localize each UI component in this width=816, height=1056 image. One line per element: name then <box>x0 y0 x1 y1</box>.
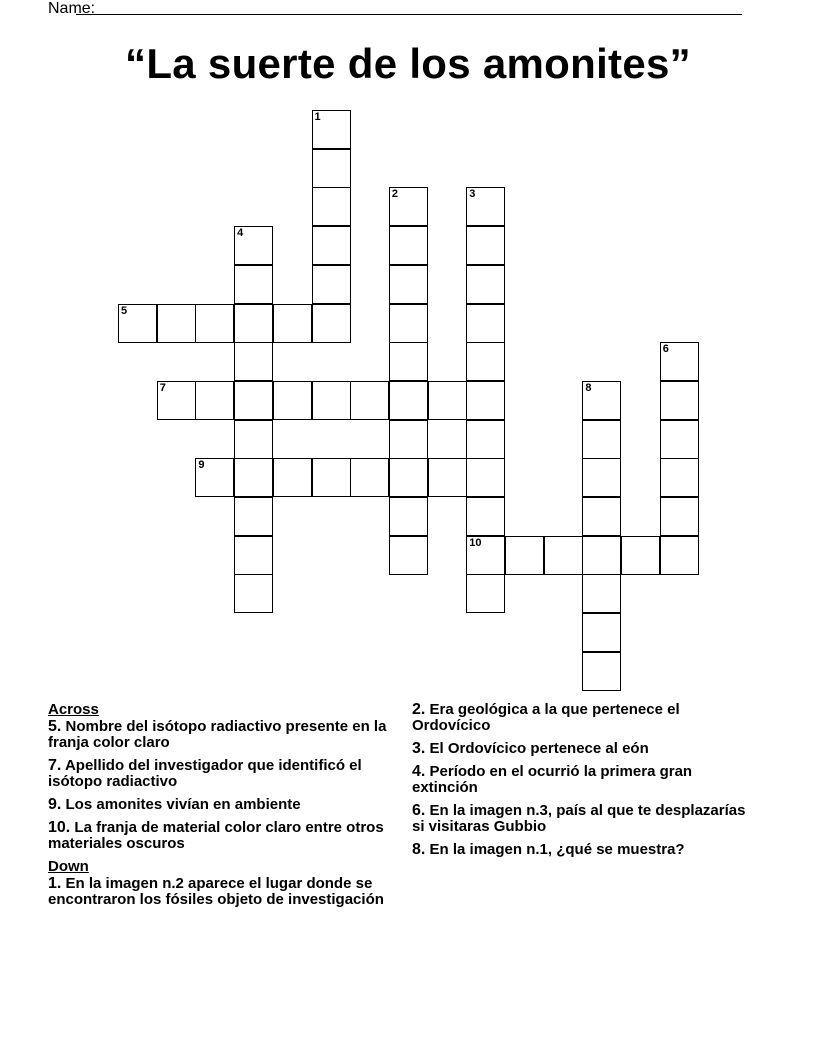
crossword-cell[interactable] <box>234 420 273 459</box>
crossword-cell[interactable] <box>195 458 234 497</box>
crossword-cell[interactable] <box>234 304 273 343</box>
crossword-cell[interactable] <box>234 497 273 536</box>
name-label: Name: <box>48 0 96 17</box>
clue-number-label: 5 <box>121 304 128 317</box>
clue-down-4: 4. Período en el ocurrió la primera gran extinción <box>412 763 693 796</box>
down-heading: Down <box>48 858 89 875</box>
clue-down-8: 8. En la imagen n.1, ¿qué se muestra? <box>412 841 685 858</box>
crossword-cell[interactable] <box>118 304 157 343</box>
crossword-cell[interactable] <box>389 265 428 304</box>
clue-across-9: 9. Los amonites vivían en ambiente <box>48 796 301 813</box>
crossword-cell[interactable] <box>389 187 428 226</box>
crossword-cell[interactable] <box>582 613 621 652</box>
clue-down-1: 1. En la imagen n.2 aparece el lugar donde se encontraron los fósiles objeto de investigación <box>48 875 384 908</box>
across-heading: Across <box>48 701 99 718</box>
crossword-cell[interactable] <box>389 458 428 497</box>
crossword-cell[interactable] <box>389 381 428 420</box>
clue-across-5: 5. Nombre del isótopo radiactivo presente en la franja color claro <box>48 718 387 751</box>
clues-column-left <box>48 702 393 915</box>
crossword-cell[interactable] <box>582 381 621 420</box>
crossword-cell[interactable] <box>428 458 467 497</box>
crossword-cell[interactable] <box>234 265 273 304</box>
crossword-cell[interactable] <box>466 265 505 304</box>
crossword-cell[interactable] <box>157 304 196 343</box>
crossword-cell[interactable] <box>312 265 351 304</box>
clue-number-label: 2 <box>391 188 399 201</box>
crossword-cell[interactable] <box>660 458 699 497</box>
clue-down-3: 3. El Ordovícico pertenece al eón <box>412 740 649 757</box>
crossword-cell[interactable] <box>660 381 699 420</box>
crossword-cell[interactable] <box>660 420 699 459</box>
clue-number-label: 9 <box>198 459 205 472</box>
crossword-cell[interactable] <box>312 304 351 343</box>
clue-number-label: 7 <box>159 381 166 394</box>
crossword-cell[interactable] <box>234 458 273 497</box>
crossword-cell[interactable] <box>312 187 351 226</box>
crossword-cell[interactable] <box>350 458 389 497</box>
crossword-cell[interactable] <box>466 536 505 575</box>
crossword-cell[interactable] <box>312 381 351 420</box>
crossword-cell[interactable] <box>582 536 621 575</box>
crossword-cell[interactable] <box>582 420 621 459</box>
page-title: “La suerte de los amonites” <box>125 40 691 87</box>
crossword-cell[interactable] <box>466 497 505 536</box>
clue-across-7: 7. Apellido del investigador que identificó el isótopo radiactivo <box>48 757 362 790</box>
crossword-cell[interactable] <box>660 497 699 536</box>
crossword-cell[interactable] <box>466 420 505 459</box>
crossword-cell[interactable] <box>582 652 621 691</box>
crossword-cell[interactable] <box>466 458 505 497</box>
crossword-cell[interactable] <box>273 381 312 420</box>
clue-number-label: 1 <box>314 111 321 123</box>
clue-number-label: 3 <box>469 188 476 201</box>
crossword-cell[interactable] <box>544 536 583 575</box>
clue-number-label: 6 <box>662 343 669 356</box>
crossword-cell[interactable] <box>234 574 273 613</box>
crossword-cell[interactable] <box>389 226 428 265</box>
name-field-line[interactable] <box>76 14 742 15</box>
crossword-cell[interactable] <box>660 536 699 575</box>
crossword-cell[interactable] <box>312 458 351 497</box>
crossword-cell[interactable] <box>389 420 428 459</box>
crossword-cell[interactable] <box>505 536 544 575</box>
crossword-cell[interactable] <box>466 226 505 265</box>
crossword-cell[interactable] <box>350 381 389 420</box>
clue-number-label: 10 <box>469 536 482 549</box>
clues-column-right <box>412 702 762 865</box>
crossword-cell[interactable] <box>195 381 234 420</box>
crossword-cell[interactable] <box>234 226 273 265</box>
crossword-cell[interactable] <box>273 458 312 497</box>
crossword-cell[interactable] <box>466 304 505 343</box>
crossword-cell[interactable] <box>195 304 234 343</box>
crossword-cell[interactable] <box>582 497 621 536</box>
crossword-cell[interactable] <box>312 149 351 188</box>
crossword-cell[interactable] <box>157 381 196 420</box>
crossword-cell[interactable] <box>389 497 428 536</box>
crossword-cell[interactable] <box>389 342 428 381</box>
crossword-cell[interactable] <box>466 381 505 420</box>
crossword-cell[interactable] <box>428 381 467 420</box>
crossword-cell[interactable] <box>234 381 273 420</box>
clue-number-label: 4 <box>237 227 244 240</box>
crossword-cell[interactable] <box>312 110 351 149</box>
clue-number-label: 8 <box>585 381 592 394</box>
crossword-cell[interactable] <box>273 304 312 343</box>
crossword-cell[interactable] <box>466 187 505 226</box>
crossword-cell[interactable] <box>660 342 699 381</box>
clue-across-10: 10. La franja de material color claro entre otros materiales oscuros <box>48 819 384 852</box>
clue-down-2: 2. Era geológica a la que pertenece el Ordovícico <box>412 701 680 734</box>
crossword-cell[interactable] <box>582 574 621 613</box>
clue-down-6: 6. En la imagen n.3, país al que te desplazarías si visitaras Gubbio <box>412 802 746 835</box>
crossword-cell[interactable] <box>582 458 621 497</box>
crossword-cell[interactable] <box>466 574 505 613</box>
crossword-cell[interactable] <box>621 536 660 575</box>
crossword-cell[interactable] <box>389 536 428 575</box>
crossword-cell[interactable] <box>234 536 273 575</box>
crossword-cell[interactable] <box>312 226 351 265</box>
crossword-cell[interactable] <box>234 342 273 381</box>
crossword-cell[interactable] <box>389 304 428 343</box>
crossword-cell[interactable] <box>466 342 505 381</box>
